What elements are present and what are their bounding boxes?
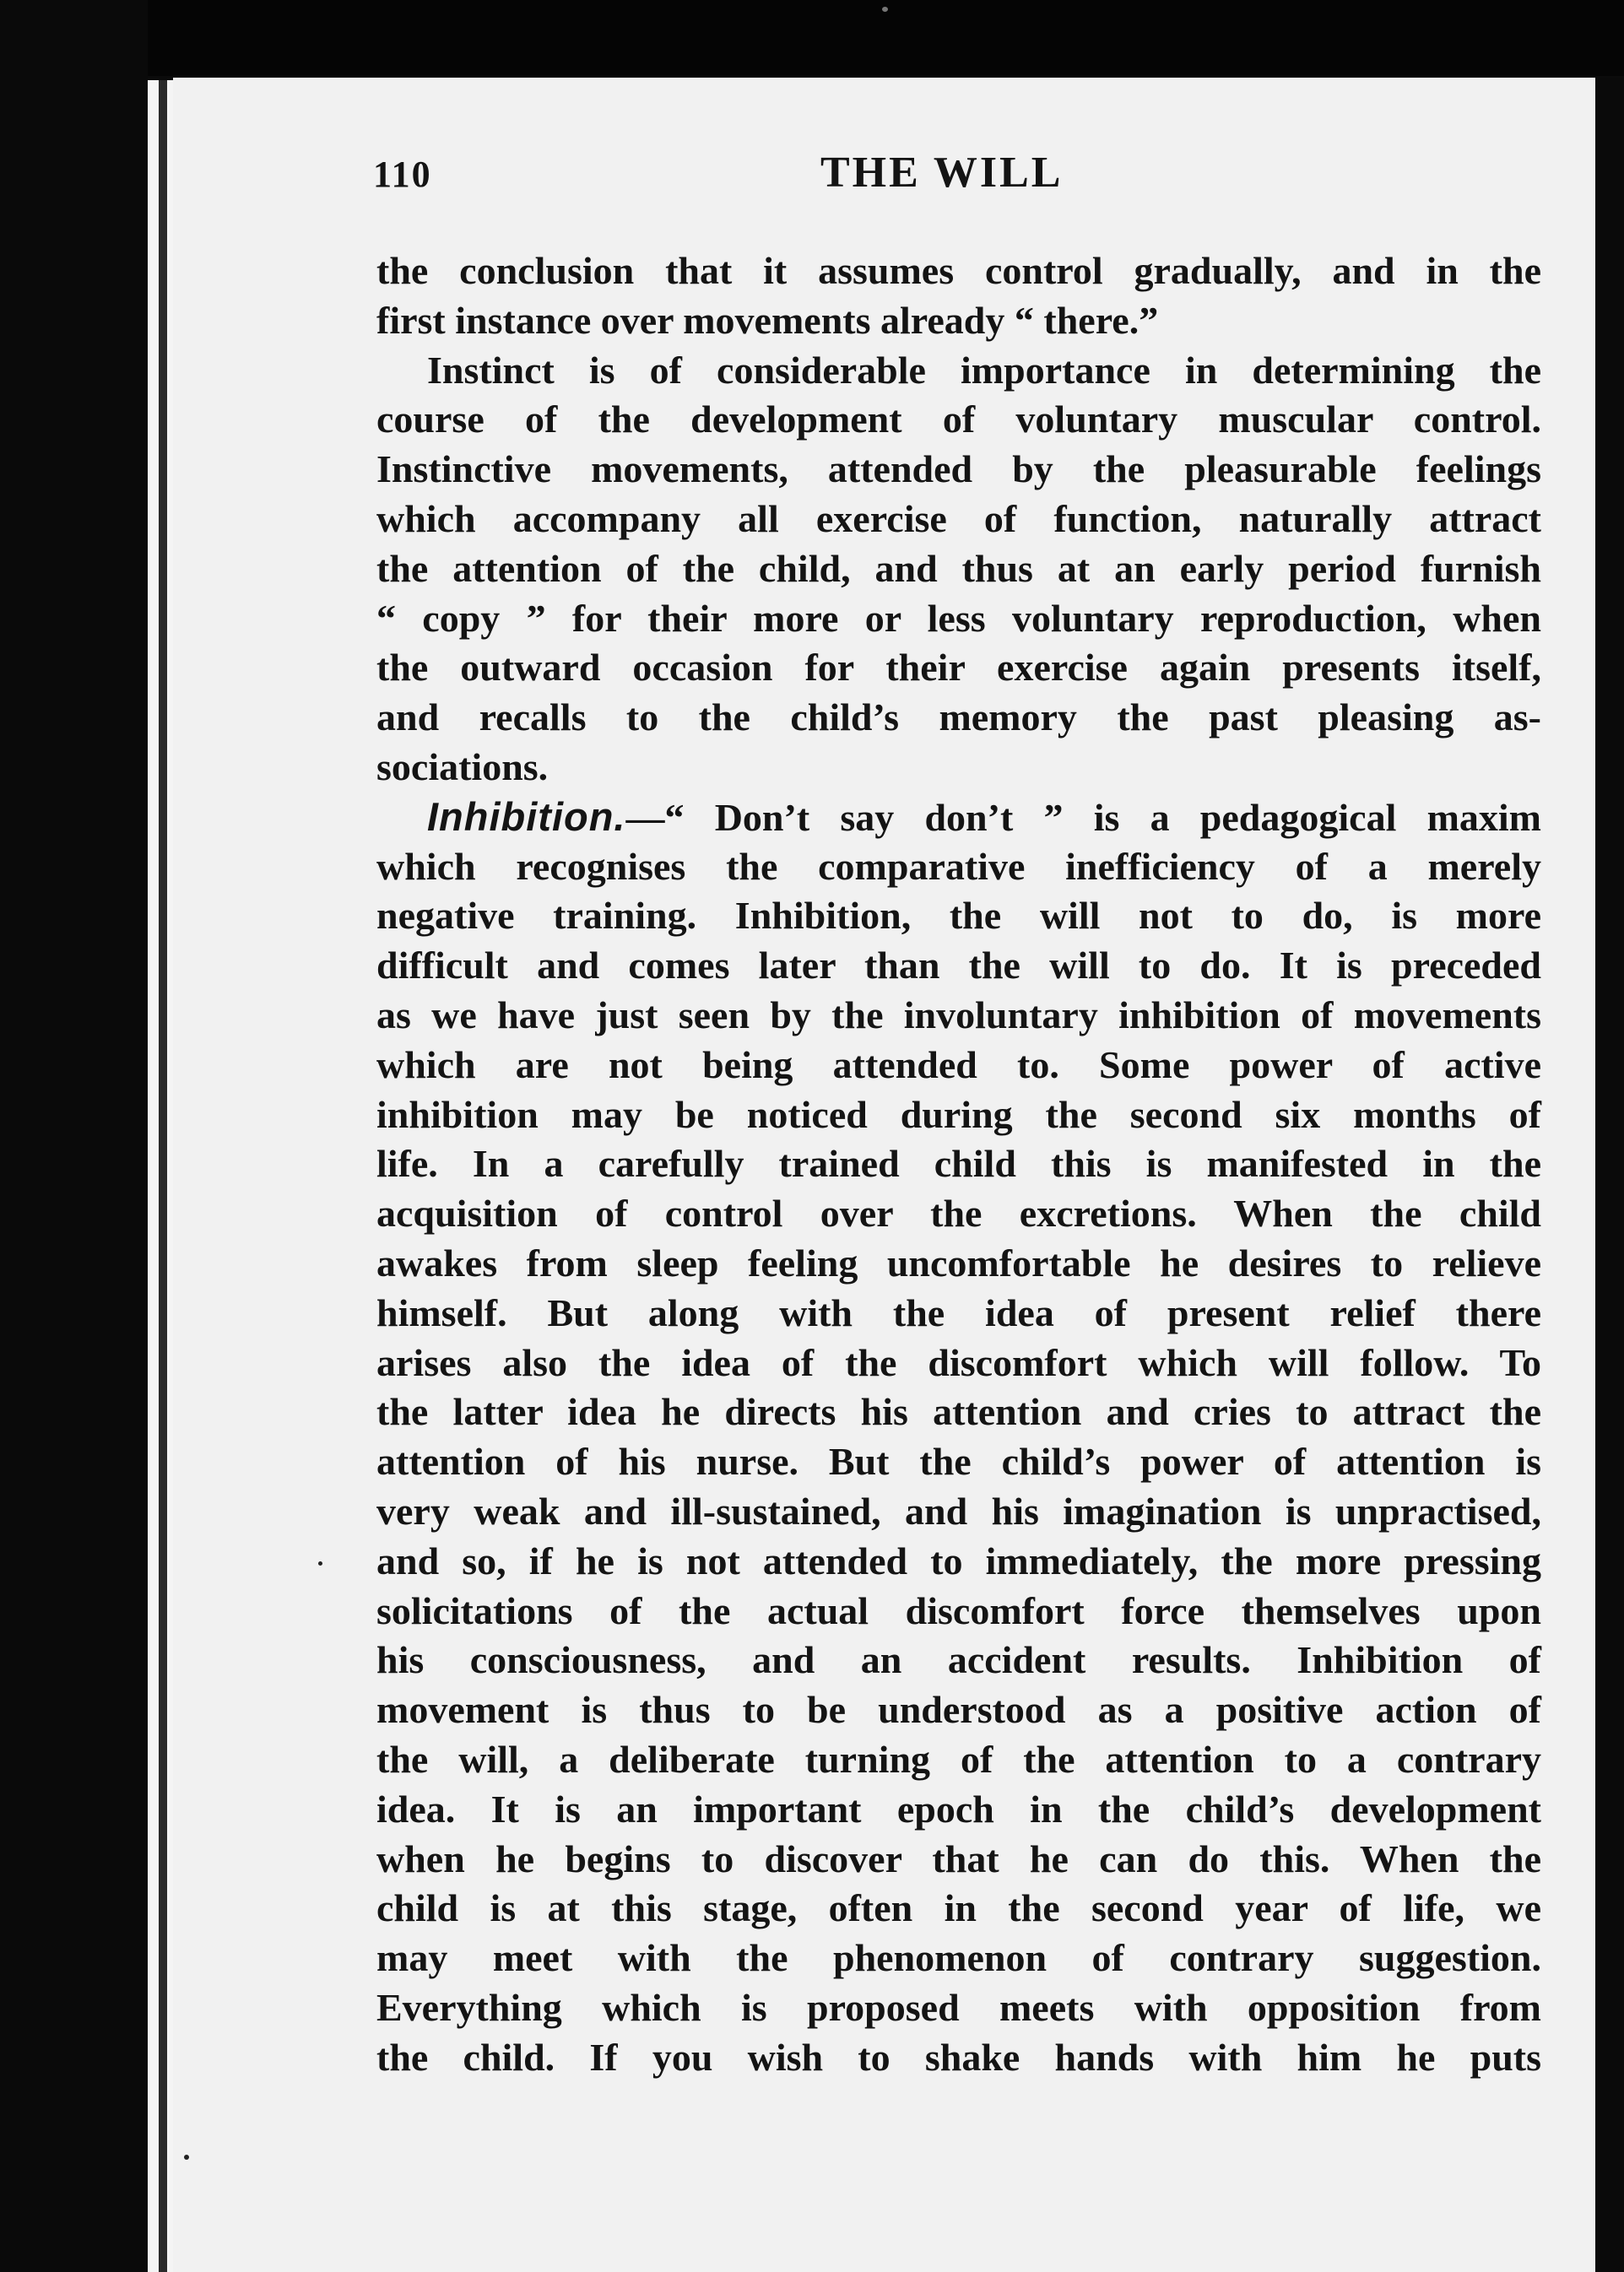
text-line: very weak and ill-sustained, and his imagination is unpractised, (376, 1489, 1541, 1533)
text-line: inhibition may be noticed during the second six months of (376, 1092, 1541, 1136)
scan-right-border (1595, 78, 1624, 2272)
text-line: negative training. Inhibition, the will not to do, is more (376, 894, 1541, 938)
text-line: acquisition of control over the excretions. When the child (376, 1192, 1541, 1236)
body-text (376, 246, 1541, 2082)
text-line: Instinctive movements, attended by the pleasurable feelings (376, 447, 1541, 491)
text-line: idea. It is an important epoch in the child’s development (376, 1787, 1541, 1831)
text-line: and so, if he is not attended to immediately, the more pressing (376, 1539, 1541, 1582)
text-line: when he begins to discover that he can do this. When the (376, 1837, 1541, 1880)
text-line: solicitations of the actual discomfort force themselves upon (376, 1588, 1541, 1632)
text-line: which recognises the comparative inefficiency of a merely (376, 844, 1541, 888)
text-line: “ copy ” for their more or less voluntary reproduction, when (376, 596, 1541, 640)
scan-speck (882, 7, 888, 12)
scan-left-border (0, 0, 148, 2272)
text-line: which are not being attended to. Some power of active (376, 1042, 1541, 1086)
text-line: arises also the idea of the discomfort which will follow. To (376, 1340, 1541, 1384)
text-line: may meet with the phenomenon of contrary suggestion. (376, 1936, 1541, 1980)
binding-shadow-line (159, 80, 167, 2272)
text-line: Everything which is proposed meets with opposition from (376, 1985, 1541, 2029)
text-line: attention of his nurse. But the child’s power of attention is (376, 1440, 1541, 1484)
text-line: course of the development of voluntary muscular control. (376, 398, 1541, 441)
scan-speck (184, 2155, 189, 2160)
text-line: the conclusion that it assumes control gradually, and in the (376, 249, 1541, 292)
sidehead-line (376, 792, 1541, 842)
text-line: sociations. (376, 744, 549, 788)
text-line: the latter idea he directs his attention and cries to attract the (376, 1390, 1541, 1434)
text-line: the outward occasion for their exercise again presents itself, (376, 646, 1541, 690)
text-line: and recalls to the child’s memory the past pleasing as- (376, 695, 1541, 739)
text-line: life. In a carefully trained child this is manifested in the (376, 1142, 1541, 1186)
text-line: as we have just seen by the involuntary inhibition of movements (376, 993, 1541, 1036)
page-number: 110 (373, 154, 432, 195)
text-line: first instance over movements already “ there.” (376, 298, 1159, 342)
text-line: the attention of the child, and thus at an early period furnish (376, 546, 1541, 590)
text-line: his consciousness, and an accident results. Inhibition of (376, 1638, 1541, 1682)
text-line: which accompany all exercise of function, naturally attract (376, 496, 1541, 540)
scan-top-border (0, 0, 1624, 76)
text-line: movement is thus to be understood as a positive action of (376, 1688, 1541, 1732)
text-line: the child. If you wish to shake hands with him he puts (376, 2035, 1541, 2079)
page-header (373, 148, 1538, 207)
text-line: the will, a deliberate turning of the attention to a contrary (376, 1737, 1541, 1781)
text-line: himself. But along with the idea of present relief there (376, 1290, 1541, 1334)
text-line: Instinct is of considerable importance in determining the (427, 348, 1541, 392)
section-sidehead: Inhibition. (427, 793, 626, 839)
text-line-continuation: —“ Don’t say don’t ” is a pedagogical maxim (625, 795, 1541, 839)
text-line: awakes from sleep feeling uncomfortable he desires to relieve (376, 1241, 1541, 1285)
text-line: child is at this stage, often in the second year of life, we (376, 1886, 1541, 1930)
running-title: THE WILL (820, 149, 1064, 197)
text-line: difficult and comes later than the will to do. It is preceded (376, 944, 1541, 987)
scan-speck (318, 1561, 322, 1566)
